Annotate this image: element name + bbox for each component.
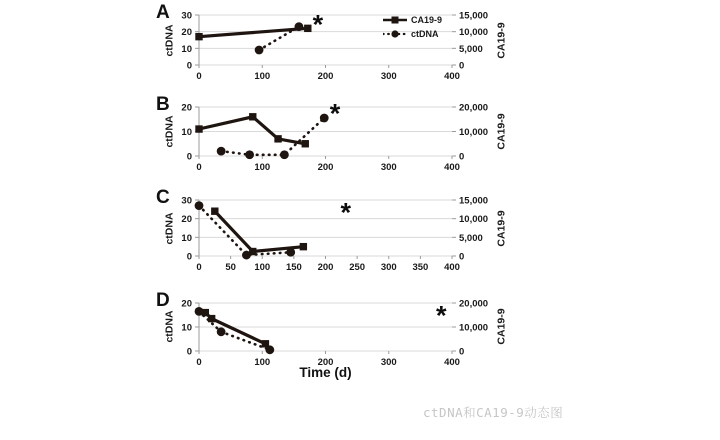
right-tick-label: 0 — [459, 60, 465, 72]
marker-circle — [245, 150, 254, 159]
right-tick-label: 10,000 — [459, 322, 489, 334]
x-tick-label: 200 — [317, 71, 334, 82]
marker-square — [208, 315, 215, 322]
x-tick-label: 200 — [317, 357, 334, 368]
right-tick-label: 10,000 — [459, 127, 489, 138]
x-tick-label: 0 — [196, 71, 202, 82]
x-tick-label: 200 — [317, 162, 334, 173]
left-tick-label: 30 — [181, 10, 192, 22]
right-tick-label: 5,000 — [459, 232, 483, 244]
x-tick-label: 300 — [380, 162, 397, 173]
panel-b-letter: B — [156, 94, 170, 115]
x-tick-label: 0 — [196, 357, 202, 368]
right-tick-label: 10,000 — [459, 214, 489, 226]
right-tick-label: 0 — [459, 151, 465, 163]
x-tick-label: 400 — [444, 357, 460, 368]
x-tick-label: 50 — [225, 262, 236, 273]
series-line-ca19-9 — [199, 117, 305, 144]
left-tick-label: 10 — [181, 127, 192, 138]
x-tick-label: 100 — [254, 262, 271, 273]
marker-square — [249, 113, 256, 120]
left-tick-label: 20 — [181, 298, 192, 310]
marker-circle — [295, 22, 304, 31]
legend-item-ca19-9 — [383, 13, 442, 27]
right-tick-label: 20,000 — [459, 102, 489, 114]
panel-d-letter: D — [156, 290, 170, 311]
x-tick-label: 250 — [349, 262, 366, 273]
marker-circle — [195, 307, 204, 316]
panel-a-plot — [178, 3, 520, 85]
left-tick-label: 10 — [181, 232, 192, 244]
marker-square — [300, 243, 307, 250]
left-tick-label: 0 — [186, 60, 192, 72]
panel-c-letter: C — [156, 187, 170, 208]
left-tick-label: 0 — [186, 251, 192, 263]
panel-c-plot — [178, 188, 520, 276]
x-axis-title: Time (d) — [299, 365, 352, 380]
right-tick-label: 10,000 — [459, 27, 489, 39]
marker-square — [302, 140, 309, 147]
marker-circle — [255, 46, 264, 55]
marker-square — [195, 33, 202, 40]
panel-b-right-axis-title: CA19-9 — [495, 113, 508, 150]
left-tick-label: 20 — [181, 102, 192, 114]
panel-b-plot — [178, 95, 520, 176]
significance-asterisk: * — [312, 9, 324, 40]
panel-d-right-axis-title: CA19-9 — [495, 308, 508, 345]
marker-circle — [242, 251, 251, 260]
x-tick-label: 300 — [380, 357, 397, 368]
marker-circle — [217, 327, 226, 336]
x-tick-label: 400 — [444, 262, 460, 273]
marker-circle — [265, 345, 274, 354]
right-tick-label: 0 — [459, 346, 465, 358]
right-tick-label: 15,000 — [459, 10, 489, 22]
panel-c-left-axis-title: ctDNA — [163, 212, 176, 245]
panel-b-left-axis-title: ctDNA — [163, 115, 176, 148]
left-tick-label: 20 — [181, 27, 192, 39]
left-tick-label: 30 — [181, 195, 192, 207]
significance-asterisk: * — [329, 98, 341, 129]
legend-item-ctdna — [383, 27, 442, 41]
right-tick-label: 5,000 — [459, 43, 483, 55]
marker-square — [195, 125, 202, 132]
marker-circle — [195, 201, 204, 210]
left-tick-label: 0 — [186, 346, 192, 358]
left-tick-label: 0 — [186, 151, 192, 163]
x-tick-label: 400 — [444, 71, 460, 82]
x-tick-label: 100 — [254, 162, 271, 173]
caption: ctDNA和CA19-9动态图 — [423, 405, 564, 420]
x-tick-label: 100 — [254, 357, 271, 368]
panel-c-right-axis-title: CA19-9 — [495, 210, 508, 247]
marker-square — [274, 135, 281, 142]
significance-asterisk: * — [435, 300, 447, 331]
legend — [383, 13, 442, 41]
left-tick-label: 20 — [181, 214, 192, 226]
right-tick-label: 15,000 — [459, 195, 489, 207]
marker-square — [304, 25, 311, 32]
left-tick-label: 10 — [181, 322, 192, 334]
x-tick-label: 400 — [444, 162, 460, 173]
panel-d-left-axis-title: ctDNA — [163, 310, 176, 343]
marker-circle — [320, 114, 329, 123]
x-tick-label: 200 — [317, 262, 334, 273]
marker-square — [211, 208, 218, 215]
legend-ctdna-swatch — [383, 29, 407, 39]
panel-d-plot — [178, 291, 520, 371]
panel-a-letter: A — [156, 2, 170, 23]
x-tick-label: 300 — [380, 262, 397, 273]
x-tick-label: 0 — [196, 162, 202, 173]
legend-ca19-9-label: CA19-9 — [411, 15, 443, 25]
x-tick-label: 0 — [196, 262, 202, 273]
x-tick-label: 300 — [380, 71, 397, 82]
x-tick-label: 350 — [412, 262, 429, 273]
series-line-ctdna — [221, 118, 324, 155]
legend-ctdna-label: ctDNA — [411, 29, 439, 39]
panel-a-left-axis-title: ctDNA — [163, 24, 176, 57]
right-tick-label: 20,000 — [459, 298, 489, 310]
marker-circle — [286, 248, 295, 257]
series-line-ca19-9 — [215, 211, 304, 251]
legend-ca19-9-swatch — [383, 15, 407, 25]
significance-asterisk: * — [340, 197, 351, 228]
marker-circle — [280, 150, 289, 159]
x-tick-label: 150 — [285, 262, 302, 273]
panel-a-right-axis-title: CA19-9 — [495, 22, 508, 59]
x-tick-label: 100 — [254, 71, 271, 82]
right-tick-label: 0 — [459, 251, 465, 263]
left-tick-label: 10 — [181, 43, 192, 55]
marker-circle — [217, 147, 226, 156]
